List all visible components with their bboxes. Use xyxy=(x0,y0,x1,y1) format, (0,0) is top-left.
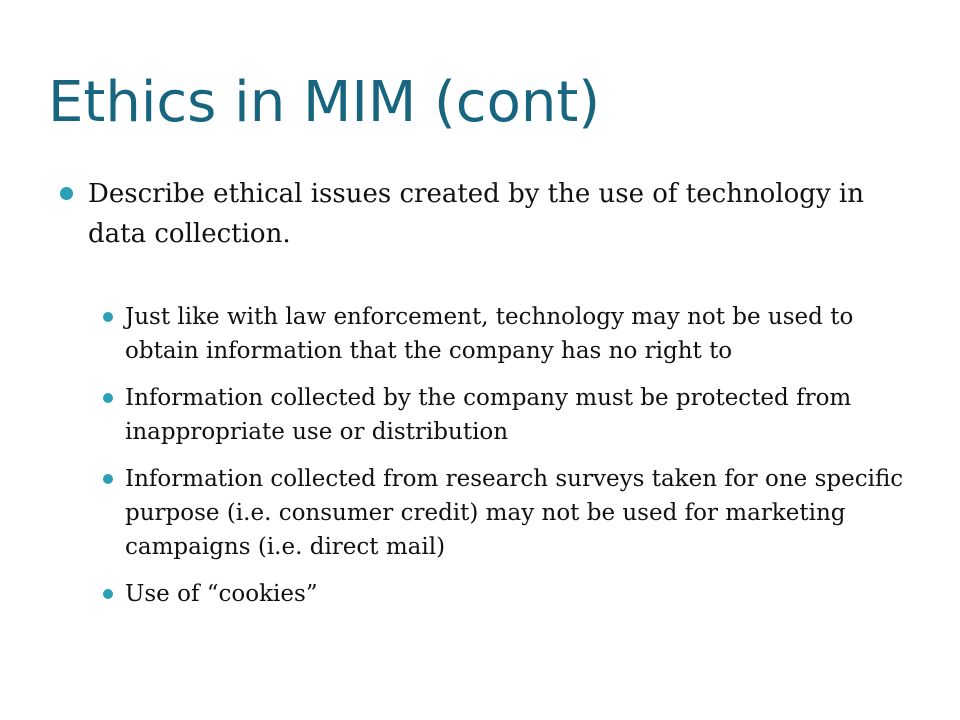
sub-bullet-list xyxy=(58,300,918,611)
sub-bullet-item xyxy=(58,381,918,449)
sub-bullet-item xyxy=(58,462,918,564)
main-bullet-text: Describe ethical issues created by the use of technology in data collection. xyxy=(88,179,864,249)
slide-title: Ethics in MIM (cont) xyxy=(48,70,601,135)
sub-bullet-text: Just like with law enforcement, technology may not be used to obtain information that the company has no right to xyxy=(125,304,854,364)
bullet-dot-icon xyxy=(103,474,113,484)
sub-bullet-item xyxy=(58,300,918,368)
bullet-dot-icon xyxy=(60,187,73,200)
slide-content xyxy=(58,174,918,624)
sub-bullet-text: Information collected by the company must be protected from inappropriate use or distribution xyxy=(125,385,852,445)
bullet-dot-icon xyxy=(103,312,113,322)
sub-bullet-text: Information collected from research surveys taken for one specific purpose (i.e. consumer credit) may not be used for marketing campaigns (i.e. direct mail) xyxy=(125,466,904,560)
sub-bullet-text: Use of “cookies” xyxy=(125,581,318,607)
bullet-dot-icon xyxy=(103,393,113,403)
main-bullet-point xyxy=(58,174,918,254)
bullet-dot-icon xyxy=(103,589,113,599)
sub-bullet-item xyxy=(58,577,918,611)
